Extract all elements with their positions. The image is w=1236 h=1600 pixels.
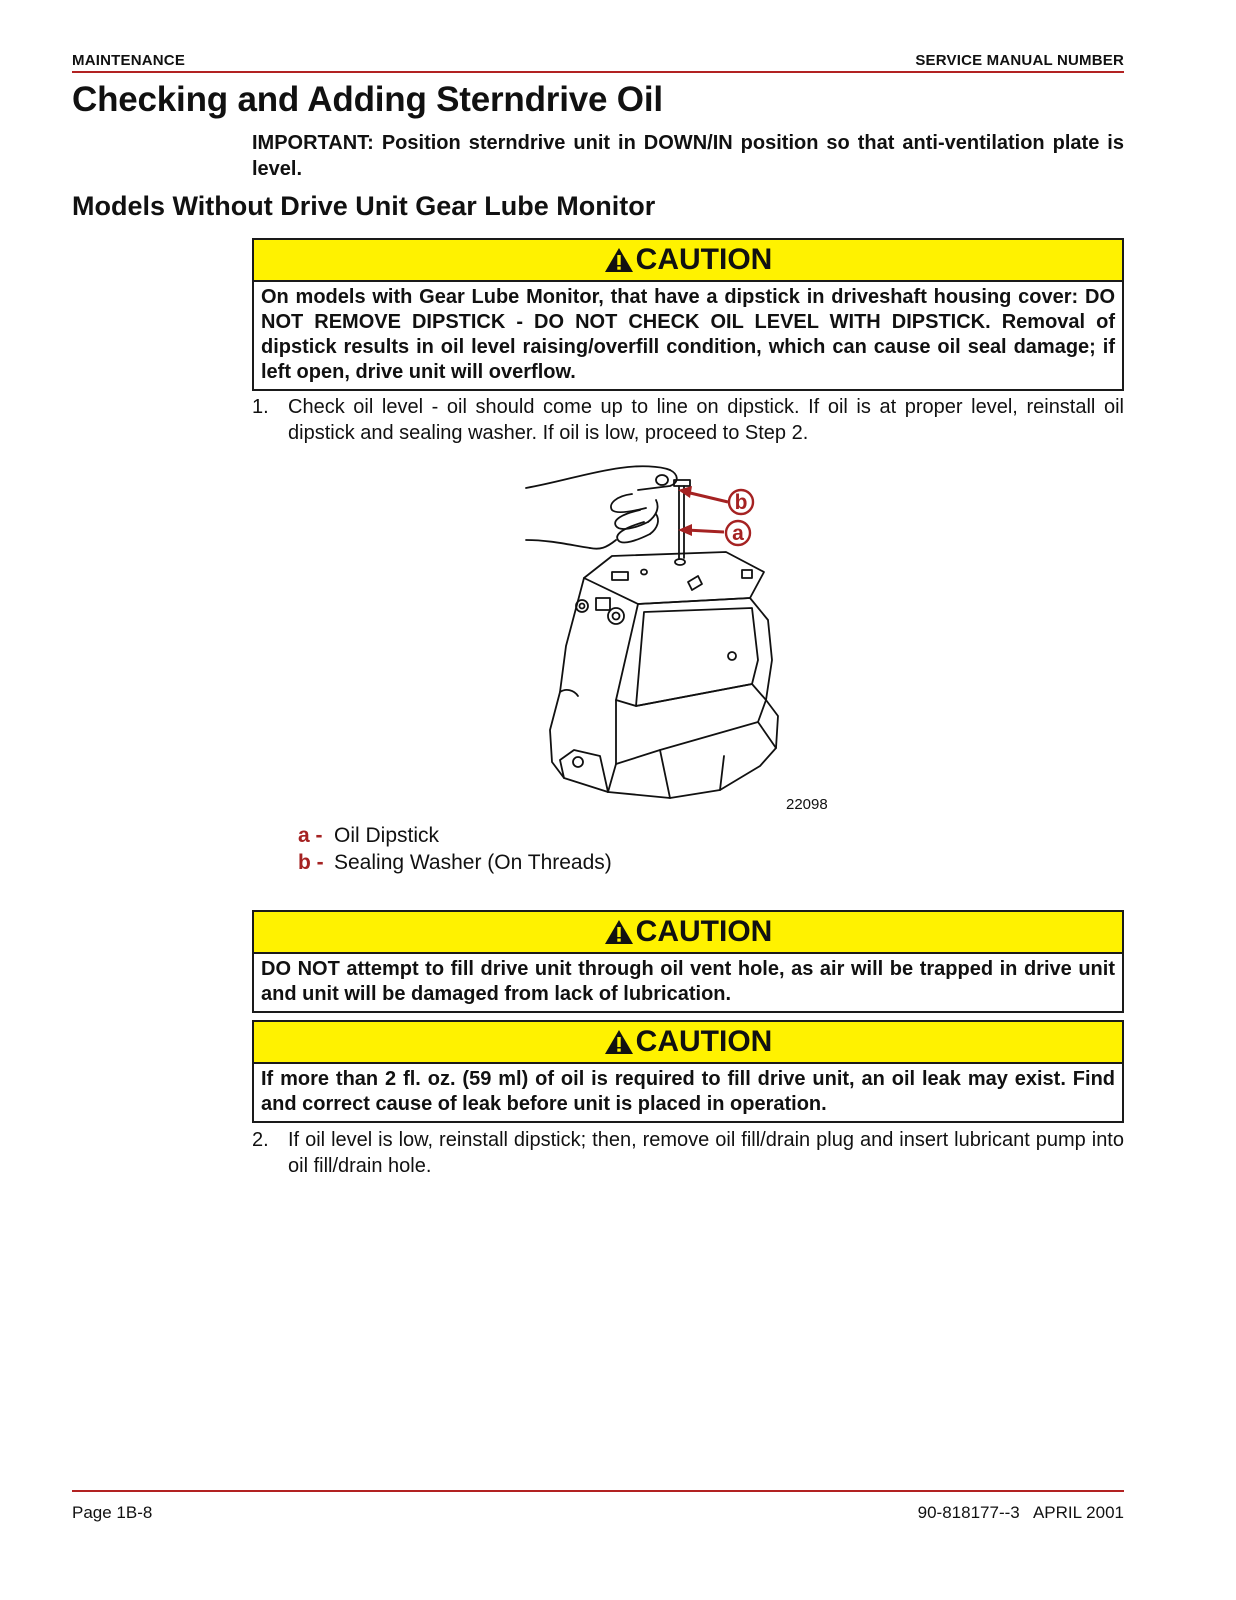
callout-arrows	[668, 478, 768, 548]
warning-triangle-icon	[604, 1029, 634, 1055]
warning-triangle-icon	[604, 919, 634, 945]
step-number: 1.	[252, 396, 269, 418]
step-number: 2.	[252, 1129, 269, 1151]
caution-label: CAUTION	[635, 1025, 773, 1058]
step-text: If oil level is low, reinstall dipstick; then, remove oil fill/drain plug and insert lubricant pump into oil fill/drain hole.	[288, 1129, 1124, 1177]
caution-label: CAUTION	[635, 243, 773, 276]
caution-header	[254, 1022, 1122, 1064]
header-manual-number: SERVICE MANUAL NUMBER	[915, 52, 1124, 69]
caution-header	[254, 912, 1122, 954]
caution-label: CAUTION	[635, 915, 773, 948]
step-text: Check oil level - oil should come up to line on dipstick. If oil is at proper level, reinstall oil dipstick and sealing washer. If oil is low, proceed to Step 2.	[288, 396, 1124, 444]
header-rule	[72, 71, 1124, 73]
legend-item	[298, 849, 612, 876]
page-number: Page 1B-8	[72, 1503, 153, 1522]
step-item	[252, 1127, 1124, 1179]
section-subheading: Models Without Drive Unit Gear Lube Monitor	[72, 191, 656, 221]
step-item	[252, 394, 1124, 446]
caution-header	[254, 240, 1122, 282]
footer-rule	[72, 1490, 1124, 1492]
caution-text: On models with Gear Lube Monitor, that have a dipstick in driveshaft housing cover: DO NOT REMOVE DIPSTICK - DO NOT CHECK OIL LEVEL WITH DIPSTICK. Removal of dipstick results in oil level raising/overfill condition, which can cause oil seal damage; if left open, drive unit will overflow.	[261, 286, 1115, 383]
callout-a-label: a	[732, 522, 744, 545]
callout-b-label: b	[734, 491, 748, 514]
caution-box	[252, 1020, 1124, 1123]
header-section-label: MAINTENANCE	[72, 52, 186, 69]
legend-item	[298, 822, 612, 849]
caution-text: If more than 2 fl. oz. (59 ml) of oil is required to fill drive unit, an oil leak may exist. Find and correct cause of leak before unit is placed in operation.	[261, 1068, 1115, 1115]
legend-text: Sealing Washer (On Threads)	[334, 851, 612, 874]
legend-text: Oil Dipstick	[334, 824, 440, 847]
figure-legend	[298, 822, 612, 876]
caution-box	[252, 238, 1124, 391]
legend-letter: a -	[298, 824, 323, 847]
figure-number: 22098	[786, 796, 828, 813]
caution-text: DO NOT attempt to fill drive unit through oil vent hole, as air will be trapped in drive unit and unit will be damaged from lack of lubrication.	[261, 958, 1115, 1005]
page-title: Checking and Adding Sterndrive Oil	[72, 80, 663, 119]
document-id-date: 90-818177--3 APRIL 2001	[917, 1503, 1124, 1522]
legend-letter: b -	[298, 851, 324, 874]
caution-box	[252, 910, 1124, 1013]
important-note: IMPORTANT: Position sterndrive unit in DOWN/IN position so that anti-ventilation plate is level.	[252, 132, 1124, 180]
warning-triangle-icon	[604, 247, 634, 273]
